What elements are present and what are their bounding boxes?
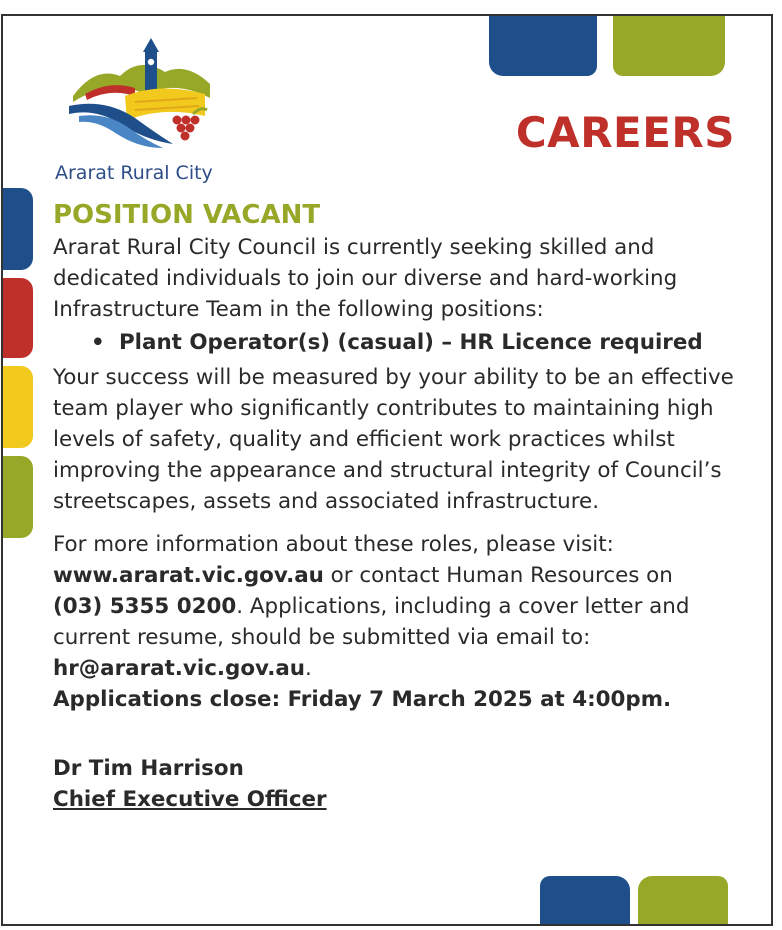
decorative-tab-blue	[540, 876, 630, 926]
list-item: • Plant Operator(s) (casual) – HR Licence required	[53, 327, 759, 358]
decorative-tab-olive	[613, 14, 725, 76]
council-logo	[55, 36, 235, 184]
intro-paragraph: Ararat Rural City Council is currently seeking skilled and dedicated individuals to join our diverse and hard-working Infrastructure Team in the following positions:	[53, 235, 678, 322]
email-suffix: .	[305, 656, 312, 681]
position-heading: POSITION VACANT	[53, 200, 321, 230]
decorative-tab-olive	[1, 456, 33, 538]
closing-date: Applications close: Friday 7 March 2025 at 4:00pm.	[53, 687, 672, 712]
more-info-text: For more information about these roles, please visit:	[53, 532, 614, 557]
advertisement-frame	[1, 14, 773, 926]
positions-list	[53, 327, 759, 358]
decorative-tab-olive	[638, 876, 728, 926]
signatory-title: Chief Executive Officer	[53, 787, 327, 812]
council-emblem-icon	[65, 36, 215, 154]
contact-paragraph	[53, 529, 759, 715]
decorative-tab-blue	[489, 14, 597, 76]
signatory-name: Dr Tim Harrison	[53, 756, 244, 781]
logo-wordmark: Ararat Rural City	[55, 162, 213, 184]
website-link[interactable]: www.ararat.vic.gov.au	[53, 563, 324, 588]
decorative-tab-red	[1, 278, 33, 358]
success-paragraph: Your success will be measured by your ability to be an effective team player who significantly contributes to maintaining high levels of safety, quality and efficient work practices whilst improving the appearance and structural integrity of Council’s streetscapes, assets and associated infrastructure.	[53, 365, 734, 514]
decorative-tab-yellow	[1, 366, 33, 448]
signature-block	[53, 753, 759, 815]
applications-text: . Applications, including a cover letter and current resume, should be submitted via email to:	[53, 594, 690, 650]
page-title: CAREERS	[515, 108, 735, 157]
email-link[interactable]: hr@ararat.vic.gov.au	[53, 656, 305, 681]
phone-number: (03) 5355 0200	[53, 594, 237, 619]
decorative-tab-blue	[1, 188, 33, 270]
ad-body	[53, 199, 759, 815]
contact-text: or contact Human Resources on	[323, 563, 673, 588]
